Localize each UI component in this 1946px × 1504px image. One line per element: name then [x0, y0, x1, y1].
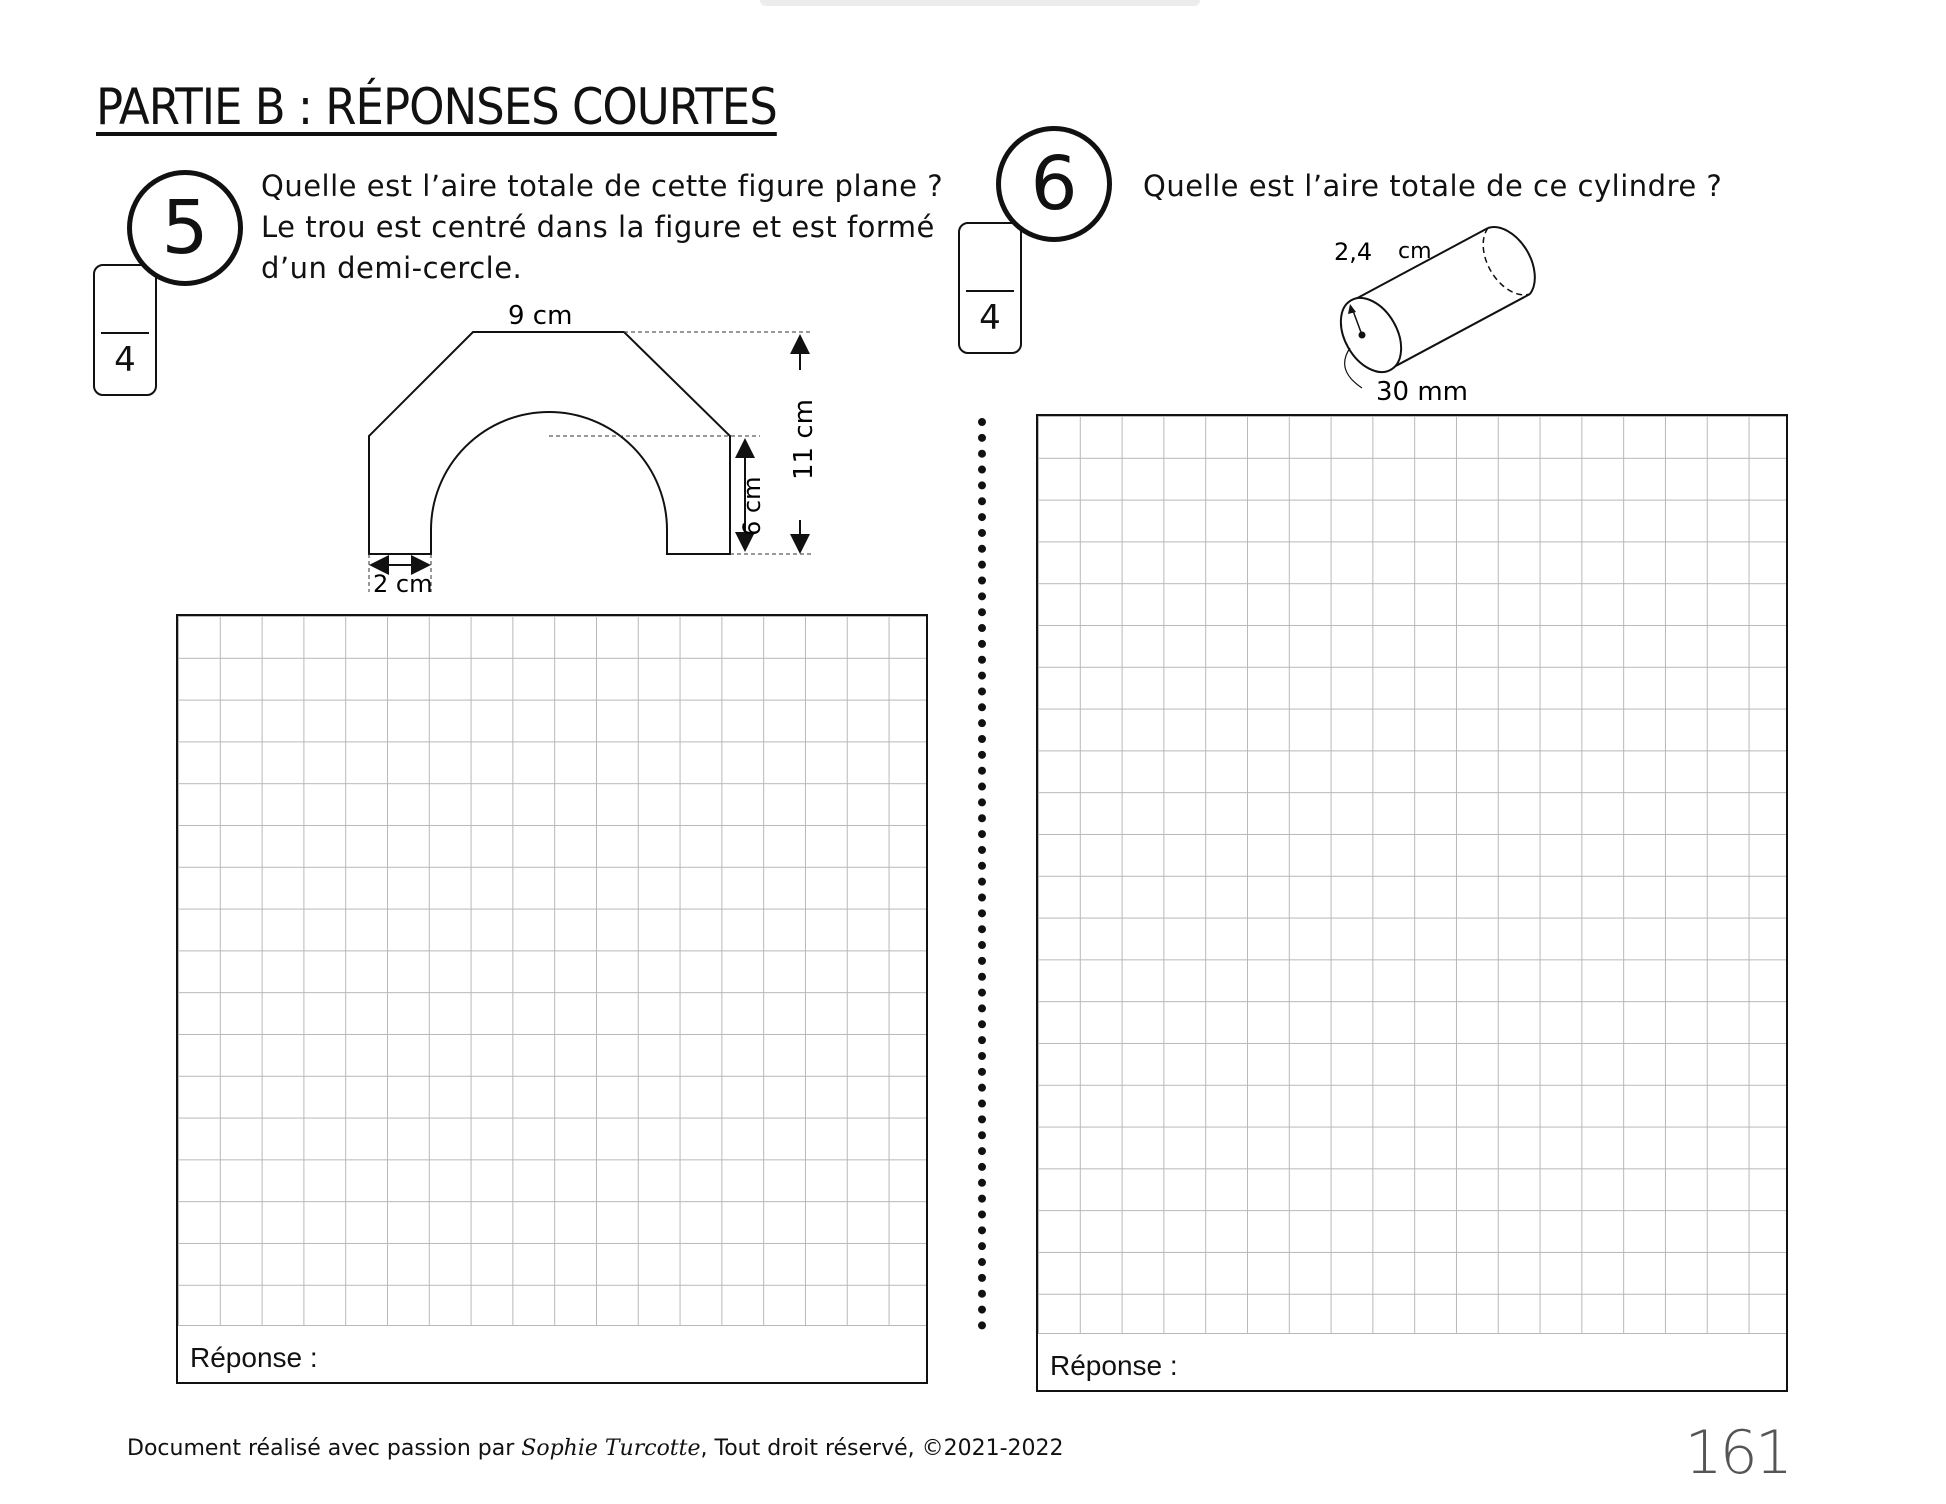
radius-label: 30 mm [1376, 377, 1469, 407]
cylinder-back-front-arc [1488, 227, 1535, 294]
q6-answer-label: Réponse : [1050, 1350, 1178, 1381]
q5-number: 5 [161, 185, 209, 271]
q5-label-6cm: 6 cm [738, 476, 766, 536]
q6-answer-band[interactable] [1038, 1333, 1786, 1390]
q6-answer-grid[interactable] [1036, 414, 1788, 1392]
column-divider [978, 418, 986, 1330]
cylinder-back-hidden-arc [1483, 228, 1530, 295]
q5-shape-outline [369, 332, 730, 554]
footer-suffix: , Tout droit réservé, ©2021-2022 [700, 1436, 1064, 1461]
page-number: 161 [1684, 1418, 1790, 1488]
q5-question-line-3: d’un demi-cercle. [261, 251, 523, 285]
length-unit-label: cm [1398, 239, 1432, 264]
q6-number-circle [996, 126, 1112, 242]
q5-score-value: 4 [114, 340, 136, 380]
q5-label-11cm: 11 cm [789, 399, 819, 480]
cylinder-front-face [1328, 287, 1413, 382]
footer-credit [127, 1436, 1064, 1461]
length-value-label: 2,4 [1334, 238, 1373, 266]
q5-label-2cm: 2 cm [373, 570, 433, 598]
q6-score-value: 4 [979, 298, 1001, 338]
q6-score-box [958, 222, 1022, 354]
q6-number: 6 [1030, 141, 1078, 227]
cylinder-bottom-edge [1392, 294, 1530, 368]
q6-cylinder-figure [1300, 220, 1600, 420]
page-title: PARTIE B : RÉPONSES COURTES [96, 78, 777, 136]
score-divider [966, 290, 1014, 292]
q6-question: Quelle est l’aire totale de ce cylindre ? [1143, 169, 1723, 203]
q5-question-line-1: Quelle est l’aire totale de cette figure plane ? [261, 169, 944, 203]
q5-answer-grid[interactable] [176, 614, 928, 1384]
q5-question-line-2: Le trou est centré dans la figure et est formé [261, 210, 935, 244]
q5-answer-band[interactable] [178, 1325, 926, 1382]
q5-label-9cm: 9 cm [508, 301, 573, 331]
q5-answer-label: Réponse : [190, 1342, 318, 1373]
footer-prefix: Document réalisé avec passion par [127, 1436, 515, 1461]
footer-author: Sophie Turcotte [521, 1436, 701, 1461]
